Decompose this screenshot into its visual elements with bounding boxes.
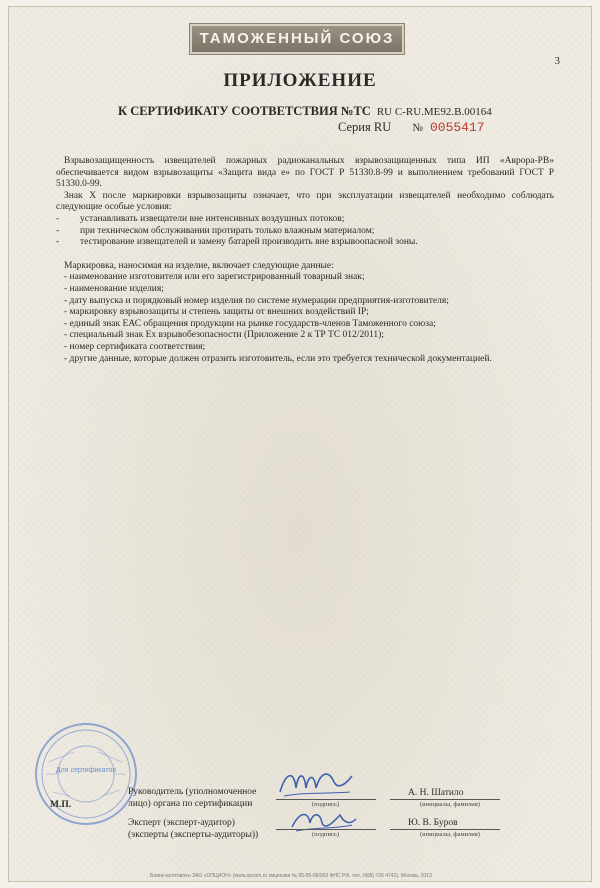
expert-name: Ю. В. Буров [408, 818, 458, 828]
stamp-center-text: Для сертификатов [55, 767, 117, 774]
expert-name-line [390, 829, 500, 830]
list-item: - маркировку взрывозащиты и степень защиты от внешних воздействий IP; [64, 307, 369, 318]
certification-stamp [34, 722, 138, 826]
certificate-number: RU C-RU.ME92.B.00164 [376, 106, 492, 118]
head-name: А. Н. Шатило [408, 788, 464, 798]
explosion-protection-paragraph: Взрывозащищенность извещателей пожарных радиоканальных взрывозащищенных типа ИП «Аврора-РВ» обеспечивается видом взрывозащиты «Защита вида е» по ГОСТ Р 51330.8-99 и выполнением требований ГОСТ Р 51330.0-99. [56, 156, 554, 190]
list-item: - номер сертификата соответствия; [64, 341, 206, 352]
list-item: - устанавливать извещатели вне интенсивных воздушных потоков; [56, 214, 554, 226]
series-line [338, 120, 485, 135]
page-number: 3 [554, 55, 560, 67]
series-number: 0055417 [429, 120, 485, 135]
expert-signature-caption: (подпись) [312, 831, 339, 838]
head-signature-caption: (подпись) [312, 801, 339, 808]
special-conditions-paragraph: Знак X после маркировки взрывозащиты означает, что при эксплуатации извещателей необходимо соблюдать следующие особые условия: [56, 190, 554, 213]
page-title: ПРИЛОЖЕНИЕ [223, 70, 377, 91]
list-item: - дату выпуска и порядковый номер изделия по системе нумерации предприятия-изготовителя; [64, 295, 449, 306]
conditions-list [56, 214, 554, 249]
document-body [56, 156, 554, 365]
head-signature [276, 762, 356, 802]
list-item: - наименование изготовителя или его зарегистрированный товарный знак; [64, 272, 365, 283]
marking-intro: Маркировка, наносимая на изделие, включает следующие данные: [64, 260, 334, 271]
list-item: - при техническом обслуживании протирать только влажным материалом; [56, 226, 554, 238]
customs-union-banner: ТАМОЖЕННЫЙ СОЮЗ [190, 24, 404, 54]
marking-list [56, 272, 554, 365]
expert-initials-caption: (инициалы, фамилия) [420, 831, 480, 838]
expert-title-line2: (эксперты (эксперты-аудиторы)) [128, 830, 259, 840]
head-title-line2: лицо) органа по сертификации [128, 799, 253, 809]
expert-signature-line [276, 829, 376, 830]
list-item: - другие данные, которые должен отразить изготовитель, если это требуется технической документацией. [64, 353, 492, 364]
list-item: - специальный знак Ex взрывобезопасности (Приложение 2 к ТР ТС 012/2011); [64, 330, 384, 341]
list-item: - единый знак ЕАС обращения продукции на рынке государств-членов Таможенного союза; [64, 318, 436, 329]
certificate-subtitle [118, 104, 492, 119]
head-signature-line [276, 799, 376, 800]
subtitle-text: К СЕРТИФИКАТУ СООТВЕТСТВИЯ №ТС [118, 104, 371, 118]
head-title-line1: Руководитель (уполномоченное [128, 787, 257, 797]
list-item: - тестирование извещателей и замену батарей производить вне взрывоопасной зоны. [56, 237, 554, 249]
expert-title-line1: Эксперт (эксперт-аудитор) [128, 818, 235, 828]
number-label: № [412, 122, 423, 134]
head-name-line [390, 799, 500, 800]
list-item: - наименование изделия; [64, 283, 164, 294]
series-label: Серия RU [338, 120, 392, 134]
head-initials-caption: (инициалы, фамилия) [420, 801, 480, 808]
printer-footer: Бланк изготовлен ЗАО «ОПЦИОН» (www.opcion.ru лицензия № 05-05-09/003 ФНС РФ, тел. (495) 726 4742), Москва, 2013 [150, 873, 432, 879]
stamp-place-label: М.П. [50, 800, 72, 810]
